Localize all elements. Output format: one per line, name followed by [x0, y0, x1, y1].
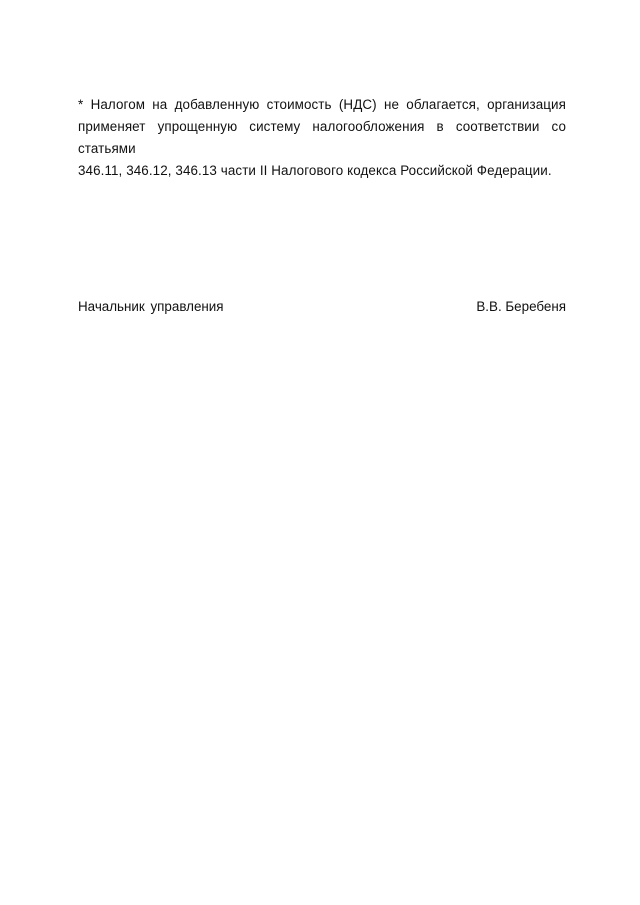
footnote-line-3: 346.11, 346.12, 346.13 части II Налогового кодекса Российской Федерации.	[78, 163, 552, 178]
signatory-position: Начальник управления	[78, 299, 224, 314]
footnote-line-1: * Налогом на добавленную стоимость (НДС) не облагается, организация	[78, 97, 566, 112]
tax-footnote	[78, 94, 566, 182]
signatory-name: В.В. Беребеня	[476, 299, 566, 314]
signature-block	[78, 296, 566, 318]
footnote-line-2: применяет упрощенную систему налогообложения в соответствии со статьями	[78, 119, 566, 156]
